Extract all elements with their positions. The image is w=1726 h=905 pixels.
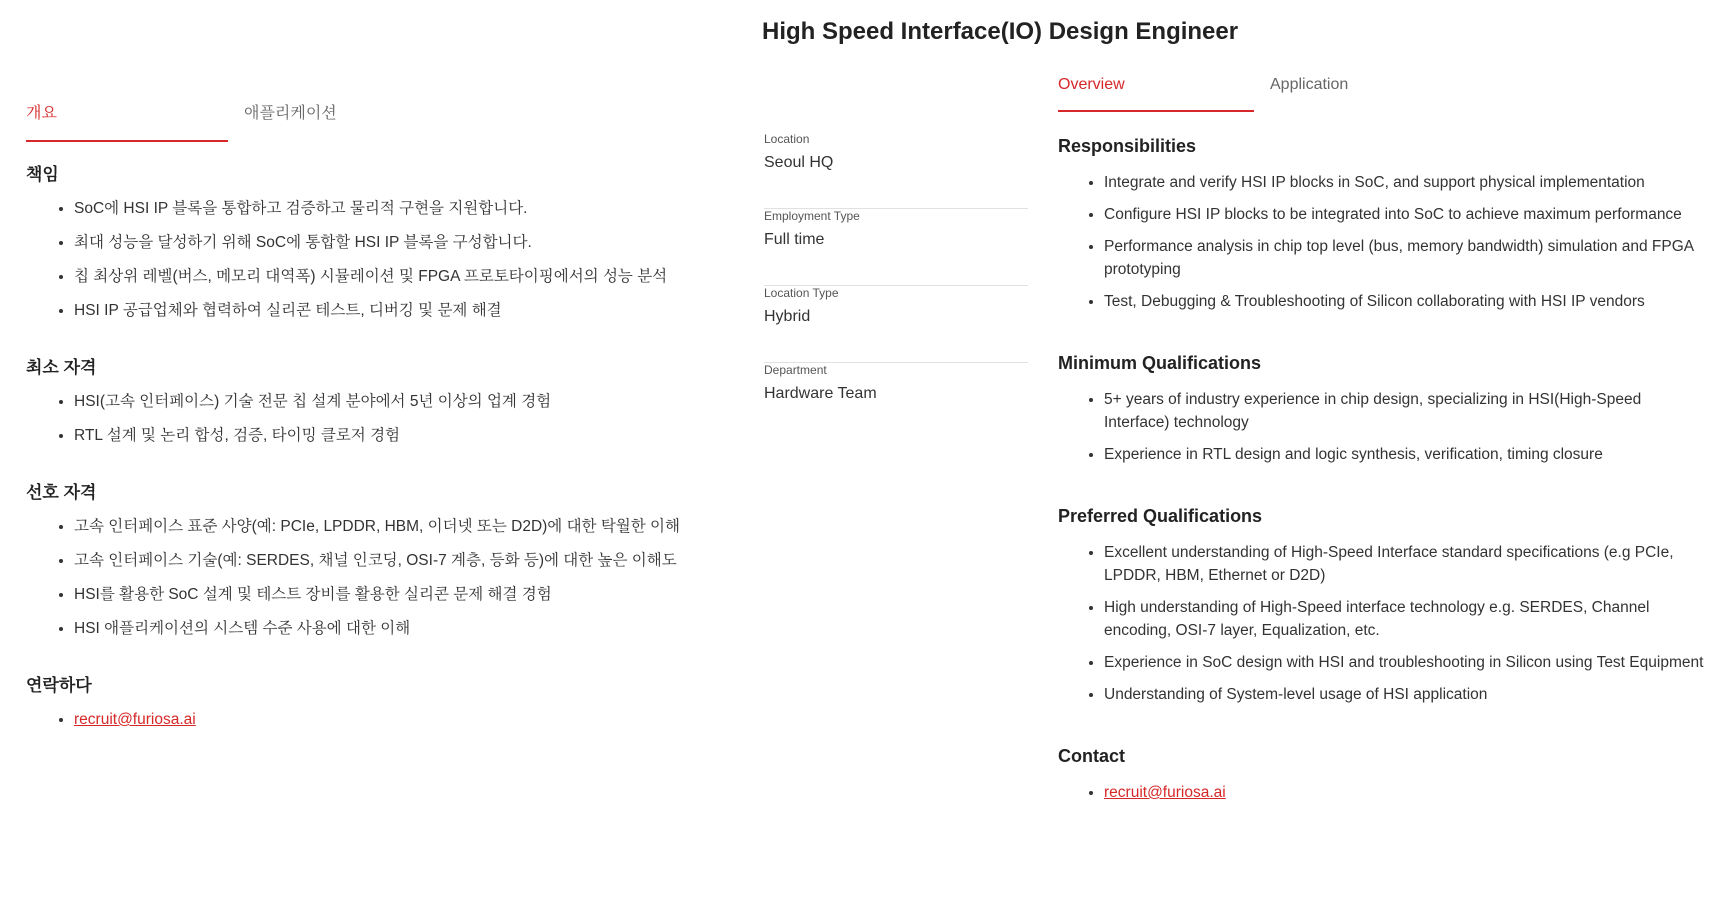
section-heading: Contact xyxy=(1058,746,1125,766)
meta-value: Seoul HQ xyxy=(764,154,834,171)
ko-tab-bar xyxy=(26,100,606,142)
list-item: • Excellent understanding of High-Speed Interface standard specifications (e.g PCIe, LPDDR, HBM, Ethernet or D2D) xyxy=(1104,541,1708,587)
contact-section-ko xyxy=(26,671,746,730)
bullet-list xyxy=(26,392,746,446)
list-item: • 5+ years of industry experience in chip design, specializing in HSI(High-Speed Interface) technology xyxy=(1104,388,1708,434)
meta-location-type xyxy=(764,286,1028,363)
min-qualifications-section xyxy=(1058,353,1708,466)
meta-label: Department xyxy=(764,363,827,377)
meta-location xyxy=(764,132,1028,209)
bullet-list xyxy=(1058,388,1708,466)
section-heading: Minimum Qualifications xyxy=(1058,353,1262,373)
list-item: • Performance analysis in chip top level (bus, memory bandwidth) simulation and FPGA prototyping xyxy=(1104,235,1708,281)
preferred-qualifications-section xyxy=(1058,506,1708,706)
section-heading: 최소 자격 xyxy=(26,358,97,377)
job-meta xyxy=(764,132,1028,439)
list-item: • HSI 애플리케이션의 시스템 수준 사용에 대한 이해 xyxy=(74,619,746,639)
list-item: • Test, Debugging & Troubleshooting of Silicon collaborating with HSI IP vendors xyxy=(1104,290,1708,313)
page-title: High Speed Interface(IO) Design Engineer xyxy=(762,18,1239,45)
active-tab-underline xyxy=(1058,110,1254,112)
ko-content xyxy=(26,160,746,762)
email-link[interactable]: recruit@furiosa.ai xyxy=(1104,784,1226,801)
tab-application-ko[interactable]: 애플리케이션 xyxy=(244,105,337,122)
meta-value: Hardware Team xyxy=(764,385,877,402)
list-item: • 고속 인터페이스 표준 사양(예: PCIe, LPDDR, HBM, 이더넷 또는 D2D)에 대한 탁월한 이해 xyxy=(74,517,746,537)
min-qualifications-section-ko xyxy=(26,353,746,446)
responsibilities-section-ko xyxy=(26,160,746,321)
list-item: • Understanding of System-level usage of HSI application xyxy=(1104,683,1708,706)
section-heading: 연락하다 xyxy=(26,676,92,695)
meta-employment-type xyxy=(764,209,1028,286)
list-item: • HSI(고속 인터페이스) 기술 전문 칩 설계 분야에서 5년 이상의 업계 경험 xyxy=(74,392,746,412)
list-item xyxy=(1104,781,1708,804)
list-item: • High understanding of High-Speed interface technology e.g. SERDES, Channel encoding, OSI-7 layer, Equalization, etc. xyxy=(1104,596,1708,642)
meta-department xyxy=(764,363,1028,439)
bullet-list xyxy=(1058,781,1708,804)
bullet-list xyxy=(1058,171,1708,313)
section-heading: Preferred Qualifications xyxy=(1058,506,1263,526)
list-item: • Integrate and verify HSI IP blocks in SoC, and support physical implementation xyxy=(1104,171,1708,194)
list-item: • SoC에 HSI IP 블록을 통합하고 검증하고 물리적 구현을 지원합니다. xyxy=(74,199,746,219)
email-link-ko[interactable]: recruit@furiosa.ai xyxy=(74,711,196,728)
tab-overview[interactable]: Overview xyxy=(1058,76,1125,93)
meta-label: Location Type xyxy=(764,286,839,300)
preferred-qualifications-section-ko xyxy=(26,478,746,639)
list-item: • Experience in RTL design and logic synthesis, verification, timing closure xyxy=(1104,443,1708,466)
list-item: • Configure HSI IP blocks to be integrated into SoC to achieve maximum performance xyxy=(1104,203,1708,226)
list-item: • 칩 최상위 레벨(버스, 메모리 대역폭) 시뮬레이션 및 FPGA 프로토타이핑에서의 성능 분석 xyxy=(74,267,746,287)
tab-application[interactable]: Application xyxy=(1270,76,1349,93)
list-item: • RTL 설계 및 논리 합성, 검증, 타이밍 클로저 경험 xyxy=(74,426,746,446)
meta-value: Full time xyxy=(764,231,825,248)
meta-label: Employment Type xyxy=(764,209,860,223)
list-item: • 고속 인터페이스 기술(예: SERDES, 채널 인코딩, OSI-7 계층, 등화 등)에 대한 높은 이해도 xyxy=(74,551,746,571)
bullet-list xyxy=(26,710,746,730)
active-tab-underline xyxy=(26,140,228,142)
bullet-list xyxy=(1058,541,1708,706)
en-content xyxy=(1058,136,1708,844)
section-heading: Responsibilities xyxy=(1058,136,1197,156)
bullet-list xyxy=(26,199,746,321)
bullet-list xyxy=(26,517,746,639)
tab-overview-ko[interactable]: 개요 xyxy=(26,105,57,122)
contact-section xyxy=(1058,746,1708,804)
en-tab-bar xyxy=(1058,76,1698,116)
list-item: • HSI IP 공급업체와 협력하여 실리콘 테스트, 디버깅 및 문제 해결 xyxy=(74,301,746,321)
section-heading: 선호 자격 xyxy=(26,483,97,502)
list-item: • Experience in SoC design with HSI and troubleshooting in Silicon using Test Equipment xyxy=(1104,651,1708,674)
list-item: • 최대 성능을 달성하기 위해 SoC에 통합할 HSI IP 블록을 구성합니다. xyxy=(74,233,746,253)
section-heading: 책임 xyxy=(26,165,59,184)
responsibilities-section xyxy=(1058,136,1708,313)
list-item: • HSI를 활용한 SoC 설계 및 테스트 장비를 활용한 실리콘 문제 해결 경험 xyxy=(74,585,746,605)
meta-label: Location xyxy=(764,132,810,146)
meta-value: Hybrid xyxy=(764,308,811,325)
list-item xyxy=(74,710,746,730)
